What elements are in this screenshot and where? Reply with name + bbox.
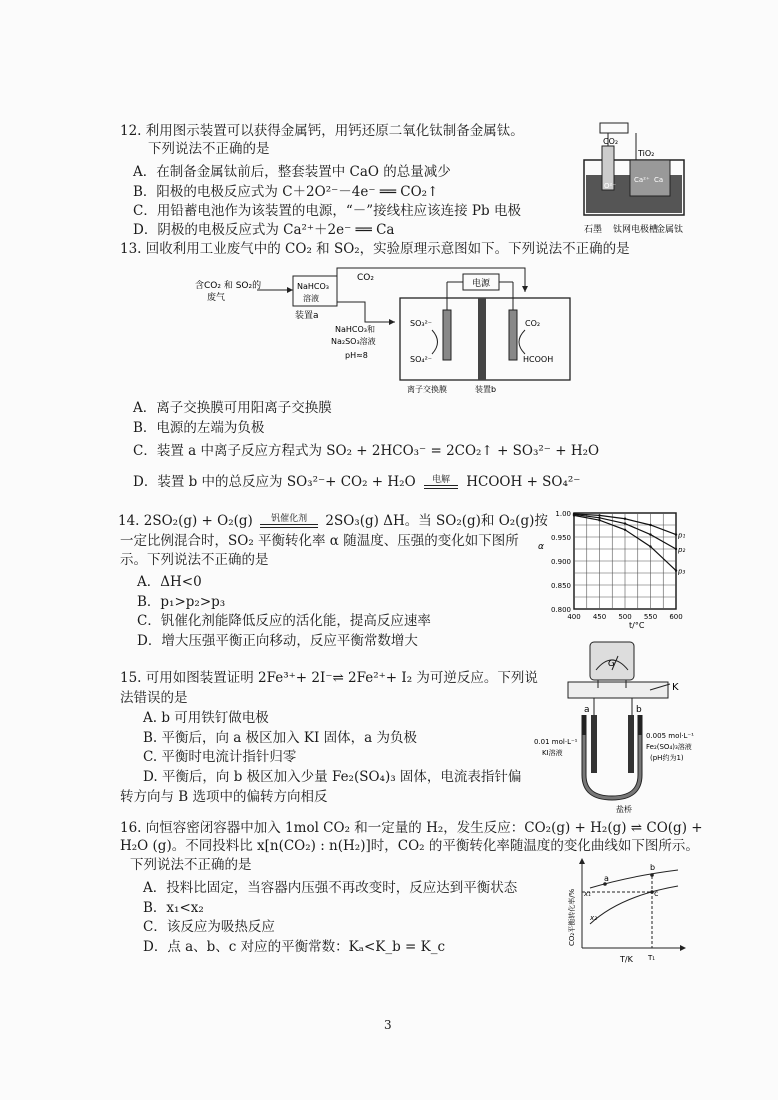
data-point [624, 522, 626, 524]
q13-d-prefix: D．装置 b 中的总反应为 SO₃²⁻+ CO₂ + H₂O [133, 474, 416, 490]
q15-fig-g: G [608, 659, 615, 669]
q13-fig-co2: CO₂ [357, 273, 374, 283]
x-tick-label: 450 [592, 613, 607, 621]
q15-galvanic-cell-figure [532, 640, 707, 815]
q16-option-a: A．投料比固定，当容器内压强不再改变时，反应达到平衡状态 [143, 880, 518, 896]
q13-fig-co2-right: CO₂ [525, 319, 541, 328]
q15-fig-a: a [584, 705, 590, 715]
q16-fig-a: a [604, 874, 609, 883]
q13-option-a: A．离子交换膜可用阳离子交换膜 [133, 400, 332, 416]
q14-products: 2SO₃(g) ΔH。当 SO₂(g)和 O₂(g)按 [325, 513, 548, 529]
x-tick-label: 550 [643, 613, 658, 621]
q14-option-c: C．钒催化剂能降低反应的活化能，提高反应速率 [137, 613, 431, 629]
q13-d-condition: 电解 [431, 475, 450, 485]
page-number: 3 [384, 1018, 392, 1032]
q15-line2: 法错误的是 [120, 690, 188, 706]
q13-option-b: B．电源的左端为负极 [133, 420, 265, 436]
x-tick-label: 400 [567, 613, 581, 621]
q12-fig-co2: CO₂ [603, 137, 619, 146]
q16-fig-t1: T₁ [648, 954, 656, 962]
q13-fig-sol2: Na₂SO₃溶液 [331, 337, 376, 346]
q15-option-c: C. 平衡时电流计指针归零 [143, 749, 297, 765]
q16-conversion-figure [560, 856, 690, 968]
q16-prompt: 下列说法不正确的是 [130, 857, 252, 873]
q13-fig-power: 电源 [472, 279, 491, 289]
q12-fig-graphite: 石墨 [584, 225, 603, 235]
q16-fig-x1: x₁ [584, 890, 591, 898]
q16-fig-xlabel: T/K [620, 955, 633, 964]
q13-fig-membrane: 离子交换膜 [407, 385, 447, 394]
q13-recovery-figure [195, 262, 590, 397]
q15-option-a: A. b 可用铁钉做电极 [143, 710, 269, 726]
q14-conversion-chart [536, 505, 696, 630]
q14-option-b: B．p₁>p₂>p₃ [137, 594, 226, 610]
q14-option-d: D．增大压强平衡正向移动，反应平衡常数增大 [137, 633, 418, 649]
q12-fig-o2: O²⁻ [604, 182, 617, 190]
q13-fig-gas-in: 含CO₂ 和 SO₂的 [195, 281, 262, 291]
data-point [649, 545, 651, 547]
data-point [598, 519, 600, 521]
q16-option-b: B．x₁<x₂ [143, 900, 204, 916]
series-label: p₂ [678, 546, 686, 554]
q16-fig-x2: x₂ [590, 914, 597, 922]
y-tick-label: 0.800 [550, 606, 571, 614]
q12-stem: 12. 利用图示装置可以获得金属钙，用钙还原二氧化钛制备金属钛。 [120, 123, 524, 139]
q13-fig-dev-a: 装置a [295, 311, 319, 321]
data-point [675, 533, 677, 535]
q15-line1: 15. 可用如图装置证明 2Fe³⁺+ 2I⁻⇌ 2Fe²⁺+ I₂ 为可逆反应。下列说 [120, 670, 538, 686]
q13-fig-dev-b: 装置b [475, 385, 497, 394]
q12-electrolysis-figure [558, 120, 688, 235]
q13-fig-sol1: NaHCO₃和 [335, 325, 375, 334]
q13-fig-so4: SO₄²⁻ [410, 355, 433, 364]
data-point [624, 529, 626, 531]
q15-fig-left2: KI溶液 [542, 749, 563, 757]
data-point [675, 569, 677, 571]
q13-fig-ph: pH≈8 [345, 351, 368, 360]
q16-line2: H₂O (g)。不同投料比 x[n(CO₂) : n(H₂)]时，CO₂ 的平衡转化率随温度的变化曲线如下图所示。 [120, 838, 699, 854]
q16-line1: 16. 向恒容密闭容器中加入 1mol CO₂ 和一定量的 H₂，发生反应：CO₂(g) + H₂(g) ⇌ CO(g) + [120, 820, 703, 836]
q13-fig-box-a: NaHCO₃ [297, 282, 329, 291]
q14-chart-xlabel: t/°C [629, 621, 645, 630]
data-point [624, 518, 626, 520]
q16-fig-b: b [650, 863, 656, 872]
q12-option-c: C．用铅蓄电池作为该装置的电源，“－”接线柱应该连接 Pb 电极 [133, 203, 521, 219]
series-label: p₃ [678, 567, 686, 576]
q14-line3: 示。下列说法不正确的是 [120, 552, 269, 568]
q13-option-c: C．装置 a 中离子反应方程式为 SO₂ + 2HCO₃⁻ = 2CO₂↑ + SO₃²⁻ + H₂O [133, 443, 600, 459]
data-point [598, 514, 600, 516]
q14-catalyst: 钒催化剂 [271, 514, 308, 524]
q14-option-a: A．ΔH<0 [137, 574, 202, 590]
q15-fig-b: b [636, 705, 642, 715]
q13-d-suffix: HCOOH + SO₄²⁻ [466, 474, 581, 490]
q15-option-d: D. 平衡后，向 b 极区加入少量 Fe₂(SO₄)₃ 固体，电流表指针偏 [143, 769, 522, 785]
q16-fig-c: c [654, 889, 659, 898]
y-tick-label: 1.00 [555, 510, 571, 518]
y-tick-label: 0.850 [550, 582, 571, 590]
catalyst-equilibrium-sign [260, 515, 318, 528]
q12-fig-ca: Ca [654, 176, 664, 184]
q13-option-d [133, 474, 580, 490]
q13-fig-so3: SO₃²⁻ [410, 319, 433, 328]
q14-reactants: 14. 2SO₂(g) + O₂(g) [118, 513, 253, 529]
q15-fig-bridge: 盐桥 [616, 805, 632, 814]
q16-fig-ylabel: CO₂平衡转化率/% [568, 888, 576, 946]
q12-fig-ca-ion: Ca²⁺ [634, 176, 650, 184]
q14-line2: 一定比例混合时，SO₂ 平衡转化率 α 随温度、压强的变化如下图所 [120, 533, 519, 549]
q16-option-d: D．点 a、b、c 对应的平衡常数：Kₐ<K_b = K_c [143, 939, 446, 955]
x-tick-label: 600 [669, 613, 683, 621]
x-tick-label: 500 [618, 613, 632, 621]
q13-fig-gas-in2: 废气 [207, 293, 226, 303]
q12-option-d: D．阴极的电极反应式为 Ca²⁺＋2e⁻ ══ Ca [133, 222, 395, 238]
data-point [649, 533, 651, 535]
q12-fig-cathode: 钛网电极槽 [613, 225, 659, 235]
q15-option-d-cont: 转方向与 B 选项中的偏转方向相反 [120, 789, 328, 805]
q15-fig-right3: (pH约为1) [650, 754, 684, 762]
data-point [598, 517, 600, 519]
q15-option-b: B. 平衡后，向 a 极区加入 KI 固体，a 为负极 [143, 730, 417, 746]
q13-fig-hcooh: HCOOH [523, 355, 554, 364]
electrolysis-equal-sign [424, 476, 458, 489]
q13-stem: 13. 回收利用工业废气中的 CO₂ 和 SO₂，实验原理示意图如下。下列说法不正确的是 [120, 241, 630, 257]
y-tick-label: 0.900 [550, 558, 571, 566]
q12-option-b: B．阳极的电极反应式为 C＋2O²⁻－4e⁻ ══ CO₂↑ [133, 184, 439, 200]
q15-fig-right2: Fe₂(SO₄)₃溶液 [646, 743, 692, 751]
data-point [573, 514, 575, 516]
q12-fig-metal: 金属钛 [656, 225, 684, 235]
data-point [675, 548, 677, 550]
q12-option-a: A．在制备金属钛前后，整套装置中 CaO 的总量减少 [133, 164, 451, 180]
y-tick-label: 0.950 [550, 534, 571, 542]
q15-fig-k: K [672, 682, 679, 693]
data-point [649, 524, 651, 526]
q14-chart-ylabel: α [538, 542, 544, 552]
q16-option-c: C．该反应为吸热反应 [143, 919, 275, 935]
q15-fig-left1: 0.01 mol·L⁻¹ [534, 738, 578, 746]
series-label: p₁ [678, 531, 686, 540]
q14-line1 [118, 513, 548, 529]
q12-fig-tio2: TiO₂ [638, 149, 655, 158]
q13-fig-box-a2: 溶液 [303, 294, 319, 303]
q15-fig-right1: 0.005 mol·L⁻¹ [646, 732, 694, 740]
q12-prompt: 下列说法不正确的是 [148, 141, 270, 157]
